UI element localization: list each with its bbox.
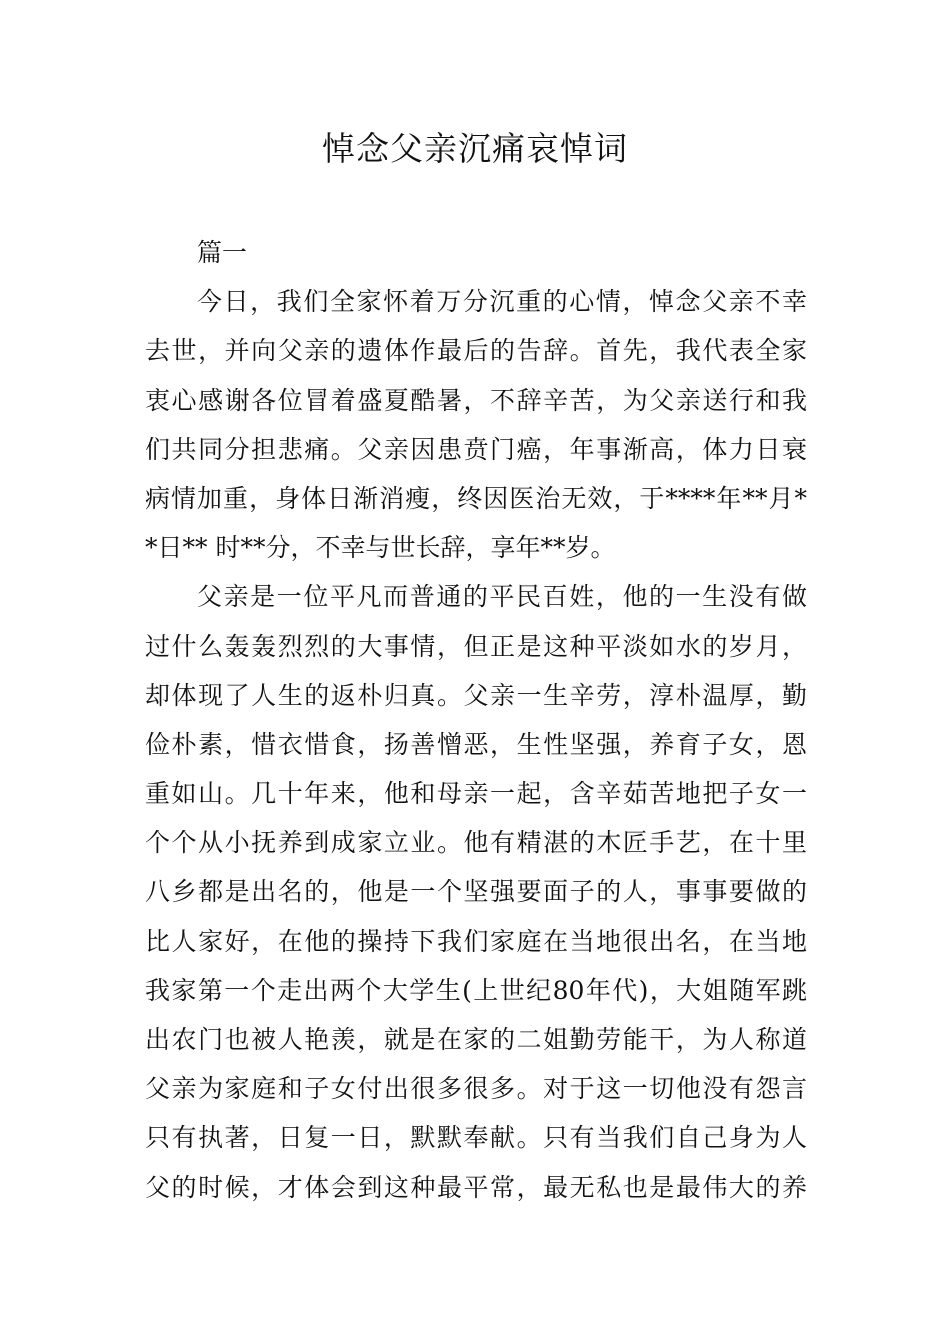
paragraph-2-line: 父的时候，才体会到这种最平常，最无私也是最伟大的养 bbox=[145, 1172, 807, 1202]
paragraph-2-line: 重如山。几十年来，他和母亲一起，含辛茹苦地把子女一 bbox=[145, 779, 807, 809]
document-body bbox=[145, 228, 807, 1212]
paragraph-2-line: 我家第一个走出两个大学生(上世纪80年代)，大姐随军跳 bbox=[145, 975, 807, 1005]
paragraph-2-line: 俭朴素，惜衣惜食，扬善憎恶，生性坚强，养育子女，恩 bbox=[145, 729, 807, 759]
paragraph-2-line: 父亲为家庭和子女付出很多很多。对于这一切他没有怨言 bbox=[145, 1074, 807, 1104]
paragraph-1-line: 衷心感谢各位冒着盛夏酷暑，不辞辛苦，为父亲送行和我 bbox=[145, 385, 807, 415]
paragraph-2-line: 个个从小抚养到成家立业。他有精湛的木匠手艺，在十里 bbox=[145, 828, 807, 858]
paragraph-1-line: *日** 时**分，不幸与世长辞，享年**岁。 bbox=[145, 533, 616, 563]
paragraph-2-line: 出农门也被人艳羡，就是在家的二姐勤劳能干，为人称道 bbox=[145, 1025, 807, 1054]
paragraph-1-line: 今日，我们全家怀着万分沉重的心情，悼念父亲不幸 bbox=[197, 287, 807, 317]
paragraph-1-line: 去世，并向父亲的遗体作最后的告辞。首先，我代表全家 bbox=[145, 336, 807, 366]
paragraph-2-line: 却体现了人生的返朴归真。父亲一生辛劳，淳朴温厚，勤 bbox=[145, 680, 807, 710]
paragraph-2-line: 比人家好，在他的操持下我们家庭在当地很出名，在当地 bbox=[145, 926, 807, 956]
paragraph-2-line: 八乡都是出名的，他是一个坚强要面子的人，事事要做的 bbox=[145, 877, 807, 907]
section-heading: 篇一 bbox=[197, 238, 248, 267]
document-title: 悼念父亲沉痛哀悼词 bbox=[322, 129, 628, 168]
paragraph-1-line: 病情加重，身体日渐消瘦，终因医治无效，于****年**月* bbox=[145, 483, 807, 513]
paragraph-1-line: 们共同分担悲痛。父亲因患贲门癌，年事渐高，体力日衰 bbox=[145, 434, 807, 464]
paragraph-2-line: 过什么轰轰烈烈的大事情，但正是这种平淡如水的岁月， bbox=[145, 631, 807, 661]
paragraph-2-line: 父亲是一位平凡而普通的平民百姓，他的一生没有做 bbox=[197, 582, 807, 612]
paragraph-2-line: 只有执著，日复一日，默默奉献。只有当我们自己身为人 bbox=[145, 1123, 807, 1153]
